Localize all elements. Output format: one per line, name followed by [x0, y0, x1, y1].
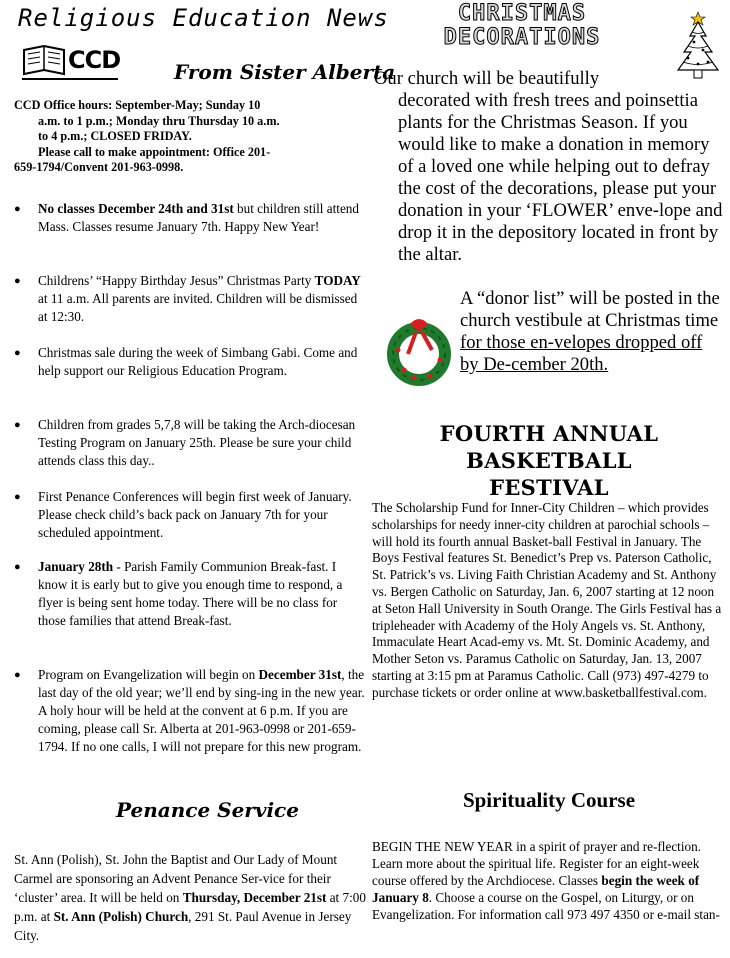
- bullet-item: [14, 416, 366, 470]
- bullet-text: Christmas sale during the week of Simbang Gabi. Come and help support our Religious Education Program.: [38, 345, 358, 378]
- office-hours-line: a.m. to 1 p.m.; Monday thru Thursday 10 a.m.: [38, 113, 280, 128]
- office-hours: [14, 98, 362, 176]
- xmas-text: Our church will be beautifully: [374, 68, 600, 89]
- penance-date: Thursday, December 21st: [182, 890, 327, 905]
- bullet-item: [14, 666, 366, 756]
- newsletter-title: Religious Education News: [18, 4, 389, 32]
- penance-body: [14, 850, 368, 945]
- heading-line: CHRISTMAS: [457, 1, 587, 26]
- spirituality-text: . Choose a course on the Gospel, on Liturgy, or on Evangelization. For information call 973 497 4350 or e-mail stan-: [372, 890, 720, 922]
- bullet-text: Children from grades 5,7,8 will be taking the Arch-diocesan Testing Program on January 25th. Please be sure your child attends class this day..: [38, 417, 356, 468]
- bullet-icon: ●: [14, 419, 21, 431]
- penance-text: St. Ann (Polish), St. John the Baptist and Our Lady of Mount Carmel are sponsoring an Advent Penance Ser-vice for their ‘cluster’ area. It will be held on: [14, 852, 338, 905]
- bullet-text: Childrens’ “Happy Birthday Jesus” Christmas Party: [38, 273, 315, 288]
- bullet-text: First Penance Conferences will begin first week of January. Please check child’s back pack on January 7th for your scheduled appointment.: [38, 489, 352, 540]
- logo-underline: [22, 78, 118, 80]
- bullet-text: Program on Evangelization will begin on: [38, 667, 259, 682]
- spirituality-start: begin the week of January 8: [372, 873, 700, 905]
- penance-heading: Penance Service: [116, 798, 299, 822]
- spirituality-text: BEGIN THE NEW YEAR in a spirit of prayer and re-flection. Learn more about the spiritual life. Register for an eight-week course offered by the Archdiocese. Classes: [372, 839, 701, 888]
- bullet-bold: December 31st: [258, 667, 342, 682]
- bullet-icon: ●: [14, 203, 21, 215]
- donor-text: A “donor list” will be posted in the church vestibule at Christmas time: [460, 288, 720, 331]
- ccd-logo-text: CCD: [68, 46, 121, 74]
- bullet-icon: ●: [14, 347, 21, 359]
- bullet-bold: TODAY: [314, 273, 361, 288]
- bullet-icon: ●: [14, 491, 21, 503]
- bullet-item: [14, 558, 366, 630]
- christmas-decorations-body: [374, 68, 724, 266]
- heading-line: DECORATIONS: [443, 25, 601, 50]
- from-sister-alberta: From Sister Alberta: [174, 60, 396, 84]
- donor-list-text: [460, 288, 724, 376]
- office-hours-line: to 4 p.m.; CLOSED FRIDAY.: [38, 129, 192, 143]
- wreath-icon: [384, 310, 454, 390]
- ccd-logo: [22, 44, 121, 78]
- penance-location: St. Ann (Polish) Church: [53, 909, 189, 924]
- bullet-text: - Parish Family Communion Break-fast. I know it is early but to give you enough time to respond, a flyer is being sent home today. There will be no class for those families that attend Break-fast.: [38, 559, 343, 628]
- bullet-item: [14, 200, 366, 236]
- bullet-icon: ●: [14, 275, 21, 287]
- penance-text: at 7:00 p.m. at: [14, 890, 366, 924]
- bullet-item: [14, 488, 366, 542]
- heading-line: FOURTH ANNUAL BASKETBALL: [439, 421, 659, 473]
- bullet-item: [14, 272, 366, 326]
- bullet-icon: ●: [14, 669, 21, 681]
- office-hours-line: 659-1794/Convent 201-963-0998.: [14, 160, 184, 174]
- spirituality-course-body: [372, 838, 726, 923]
- office-hours-line: Please call to make appointment: Office 201-: [38, 144, 271, 159]
- office-hours-line: CCD Office hours: September-May; Sunday 10: [14, 98, 261, 112]
- bullet-item: [14, 344, 366, 380]
- bullet-text: , the last day of the old year; we’ll end by sing-ing in the new year. A holy hour will be held at the convent at 6 p.m. If you are coming, please call Sr. Alberta at 201-963-0998 or 201-659-1794. If no one calls, I will not prepare for this new program.: [38, 667, 365, 754]
- spirituality-course-heading: Spirituality Course: [462, 788, 636, 812]
- bullet-bold: No classes December 24th and 31st: [38, 201, 234, 216]
- bullet-icon: ●: [14, 561, 21, 573]
- bullet-text: but children still attend Mass. Classes resume January 7th. Happy New Year!: [38, 201, 359, 234]
- heading-line: FESTIVAL: [489, 475, 609, 500]
- bullet-text: at 11 a.m. All parents are invited. Children will be dismissed at 12:30.: [38, 291, 358, 324]
- donor-deadline: for those en-velopes dropped off by De-cember 20th.: [460, 332, 703, 375]
- christmas-decorations-heading: [424, 2, 620, 50]
- basketball-festival-heading: [374, 420, 724, 501]
- basketball-festival-body: The Scholarship Fund for Inner-City Children – which provides scholarships for needy inner-city children at parochial schools – will hold its fourth annual Basket-ball Festival in January. The Boys Festival features St. Benedict’s Prep vs. Paterson Catholic, St. Patrick’s vs. Living Faith Christian Academy and St. Anthony vs. Bergen Catholic on Saturday, Jan. 6, 2007 starting at 12 noon at Seton Hall University in South Orange. The Girls Festival has a tripleheader with Academy of the Holy Angels vs. St. Anthony, Immaculate Heart Acad-emy vs. Mt. St. Dominic Academy, and Mother Seton vs. Paramus Catholic on Saturday, Jan. 13, 2007 starting at 3:15 pm at Paramus Catholic. Call (973) 497-4279 to purchase tickets or order online at www.basketballfestival.com.: [372, 500, 722, 700]
- penance-text: , 291 St. Paul Avenue in Jersey City.: [14, 909, 352, 943]
- xmas-text: decorated with fresh trees and poinsettia plants for the Christmas Season. If you would like to make a donation in memory of a loved one while helping out to defray the cost of the decorations, please put your donation in your ‘FLOWER’ enve-lope and drop it in the depository located in front by the altar.: [398, 90, 723, 265]
- bullet-bold: January 28th: [38, 559, 114, 574]
